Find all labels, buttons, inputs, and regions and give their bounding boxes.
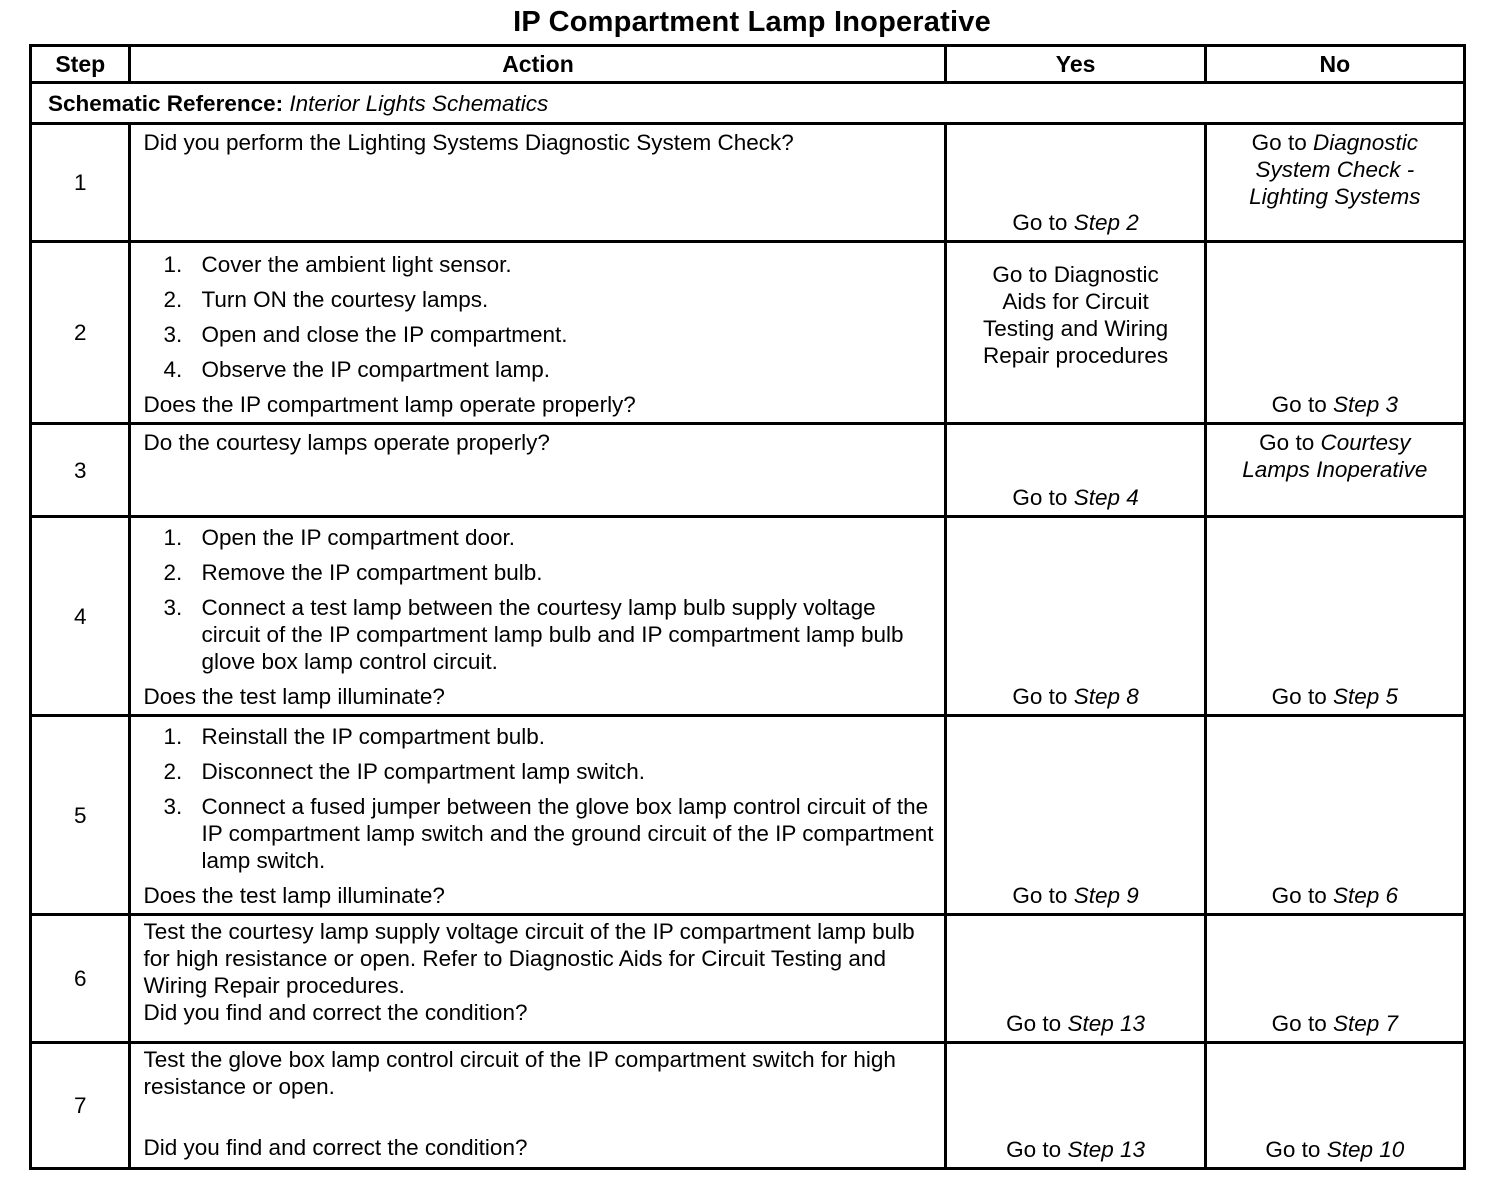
yes-step-link[interactable]: Step 4 <box>1073 485 1139 510</box>
no-prefix: Go to <box>1265 1137 1321 1162</box>
no-result[interactable] <box>1207 425 1463 483</box>
yes-step-link[interactable]: Step 8 <box>1073 684 1139 709</box>
no-result[interactable] <box>1207 1010 1463 1037</box>
diagnostic-table <box>29 44 1466 1170</box>
yes-prefix: Go to <box>1012 684 1068 709</box>
no-step-link[interactable]: Step 10 <box>1326 1137 1405 1162</box>
yes-prefix: Go to <box>1006 1137 1062 1162</box>
no-prefix: Go to <box>1259 430 1315 455</box>
list-item: 2. Remove the IP compartment bulb. <box>163 560 543 585</box>
list-item: 3. Connect a fused jumper between the glove box lamp control circuit of the IP compartment lamp switch and the ground circuit of the IP compartment lamp switch. <box>163 794 934 873</box>
action-cell <box>130 517 946 716</box>
action-question: Does the IP compartment lamp operate properly? <box>143 392 636 417</box>
yes-cell <box>946 517 1205 716</box>
yes-result[interactable] <box>947 882 1203 909</box>
no-prefix: Go to <box>1251 130 1307 155</box>
action-text: Did you perform the Lighting Systems Diagnostic System Check? <box>143 130 794 155</box>
action-text: Test the courtesy lamp supply voltage circuit of the IP compartment lamp bulb for high resistance or open. Refer to Diagnostic Aids for Circuit Testing and Wiring Repair procedures. <box>143 919 915 998</box>
action-text: Test the glove box lamp control circuit of the IP compartment switch for high resistance or open. <box>143 1047 896 1099</box>
no-step-link[interactable]: Step 5 <box>1332 684 1399 709</box>
yes-cell <box>946 424 1205 517</box>
yes-cell <box>946 915 1205 1043</box>
yes-prefix: Go to <box>1012 883 1068 908</box>
no-cell <box>1205 915 1464 1043</box>
no-prefix: Go to <box>1271 1011 1327 1036</box>
yes-line: Testing and Wiring <box>983 316 1169 341</box>
no-ref-line[interactable]: Lighting Systems <box>1249 184 1421 209</box>
action-cell <box>130 915 946 1043</box>
yes-result[interactable] <box>947 683 1203 710</box>
action-text: Do the courtesy lamps operate properly? <box>143 430 550 455</box>
header-yes: Yes <box>946 46 1205 83</box>
page-title: IP Compartment Lamp Inoperative <box>513 6 991 38</box>
table-row <box>31 716 1465 915</box>
step-number: 4 <box>31 517 130 716</box>
action-steps-list <box>143 524 934 675</box>
yes-result[interactable] <box>947 243 1203 369</box>
no-prefix: Go to <box>1271 392 1327 417</box>
yes-prefix: Go to <box>1012 485 1068 510</box>
no-step-link[interactable]: Step 3 <box>1332 392 1399 417</box>
no-prefix: Go to <box>1271 883 1327 908</box>
step-number: 2 <box>31 242 130 424</box>
header-no: No <box>1205 46 1464 83</box>
action-cell <box>130 124 946 242</box>
schematic-reference-label: Schematic Reference: <box>48 91 284 116</box>
no-cell <box>1205 124 1464 242</box>
schematic-reference <box>31 83 1465 124</box>
action-cell <box>130 242 946 424</box>
step-number: 7 <box>31 1043 130 1169</box>
table-row <box>31 424 1465 517</box>
list-item: 2. Disconnect the IP compartment lamp switch. <box>163 759 646 784</box>
no-cell <box>1205 242 1464 424</box>
header-row <box>31 46 1465 83</box>
list-item: 1. Reinstall the IP compartment bulb. <box>163 724 545 749</box>
no-prefix: Go to <box>1271 684 1327 709</box>
table-row <box>31 1043 1465 1169</box>
no-ref-line[interactable]: Diagnostic <box>1312 130 1419 155</box>
action-cell <box>130 1043 946 1169</box>
table-row <box>31 124 1465 242</box>
yes-line: Go to Diagnostic <box>992 262 1159 287</box>
yes-result[interactable] <box>947 484 1203 511</box>
no-ref-line[interactable]: System Check - <box>1255 157 1415 182</box>
action-steps-list <box>143 723 934 874</box>
step-number: 3 <box>31 424 130 517</box>
schematic-reference-row <box>31 83 1465 124</box>
yes-step-link[interactable]: Step 13 <box>1067 1011 1146 1036</box>
yes-cell <box>946 716 1205 915</box>
yes-result[interactable] <box>947 1010 1203 1037</box>
yes-prefix: Go to <box>1006 1011 1062 1036</box>
yes-result[interactable] <box>947 1136 1203 1163</box>
yes-line: Repair procedures <box>983 343 1169 368</box>
yes-cell <box>946 242 1205 424</box>
step-number: 1 <box>31 124 130 242</box>
no-result[interactable] <box>1207 125 1463 210</box>
no-result[interactable] <box>1207 683 1463 710</box>
no-step-link[interactable]: Step 7 <box>1332 1011 1399 1036</box>
action-cell <box>130 716 946 915</box>
action-question: Did you find and correct the condition? <box>143 1000 528 1025</box>
no-ref-line[interactable]: Lamps Inoperative <box>1242 457 1428 482</box>
no-result[interactable] <box>1207 882 1463 909</box>
yes-line: Aids for Circuit <box>1002 289 1149 314</box>
list-item: 3. Connect a test lamp between the courtesy lamp bulb supply voltage circuit of the IP compartment lamp bulb and IP compartment lamp bulb glove box lamp control circuit. <box>163 595 904 674</box>
no-result[interactable] <box>1207 1136 1463 1163</box>
no-cell <box>1205 517 1464 716</box>
no-cell <box>1205 1043 1464 1169</box>
table-row <box>31 242 1465 424</box>
step-number: 6 <box>31 915 130 1043</box>
yes-step-link[interactable]: Step 2 <box>1073 210 1139 235</box>
step-number: 5 <box>31 716 130 915</box>
yes-result[interactable] <box>947 209 1203 236</box>
yes-step-link[interactable]: Step 9 <box>1073 883 1139 908</box>
header-step: Step <box>31 46 130 83</box>
list-item: 2. Turn ON the courtesy lamps. <box>163 287 489 312</box>
action-cell <box>130 424 946 517</box>
no-ref-line[interactable]: Courtesy <box>1320 430 1411 455</box>
yes-step-link[interactable]: Step 13 <box>1067 1137 1146 1162</box>
yes-cell <box>946 124 1205 242</box>
list-item: 1. Cover the ambient light sensor. <box>163 252 512 277</box>
no-result[interactable] <box>1207 391 1463 418</box>
table-row <box>31 915 1465 1043</box>
yes-cell <box>946 1043 1205 1169</box>
no-step-link[interactable]: Step 6 <box>1332 883 1399 908</box>
list-item: 3. Open and close the IP compartment. <box>163 322 568 347</box>
no-cell <box>1205 716 1464 915</box>
list-item: 4. Observe the IP compartment lamp. <box>163 357 550 382</box>
schematic-reference-link[interactable]: Interior Lights Schematics <box>289 91 549 116</box>
list-item: 1. Open the IP compartment door. <box>163 525 516 550</box>
no-cell <box>1205 424 1464 517</box>
action-question: Did you find and correct the condition? <box>143 1135 528 1160</box>
table-row <box>31 517 1465 716</box>
action-question: Does the test lamp illuminate? <box>143 684 445 709</box>
yes-prefix: Go to <box>1012 210 1068 235</box>
action-steps-list <box>143 251 934 383</box>
header-action: Action <box>130 46 946 83</box>
action-question: Does the test lamp illuminate? <box>143 883 445 908</box>
